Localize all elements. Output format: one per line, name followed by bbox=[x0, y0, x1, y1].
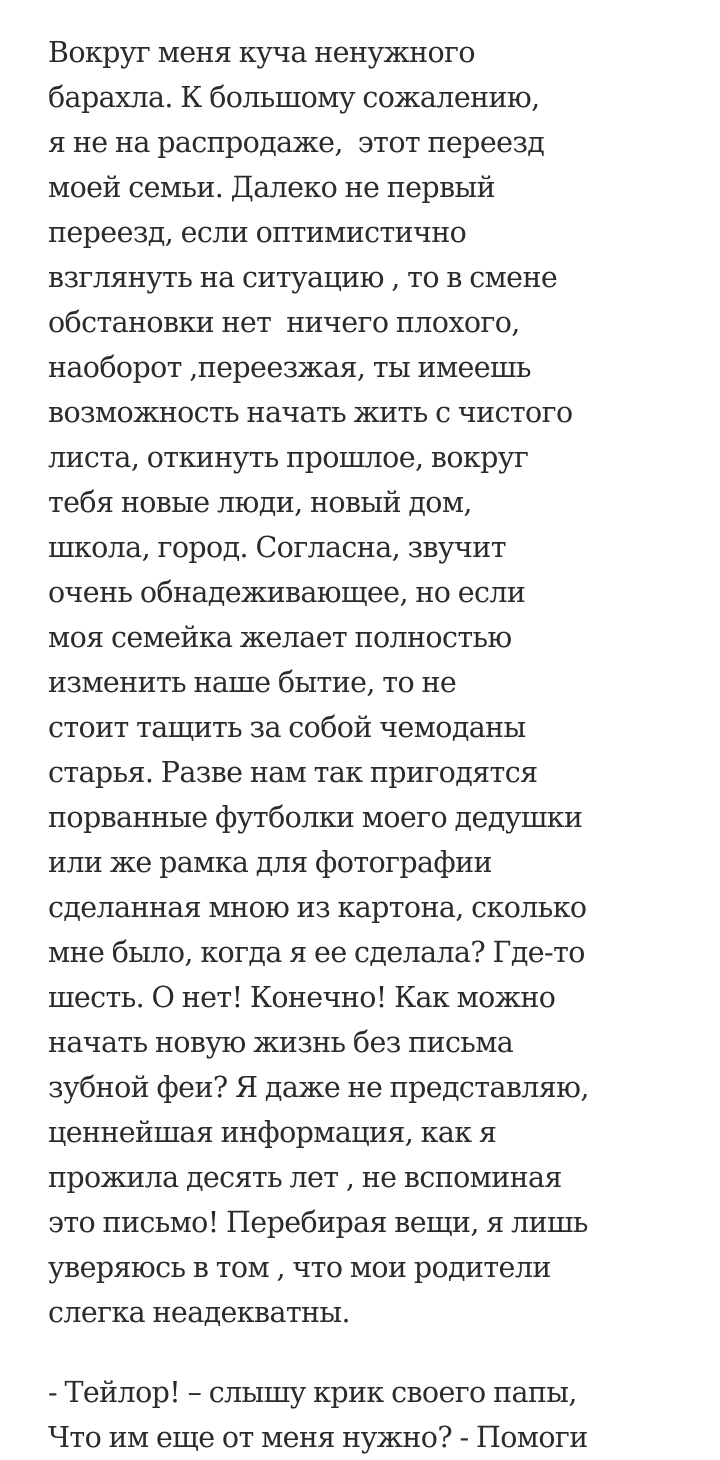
text-line: или же рамка для фотографии bbox=[48, 846, 492, 879]
text-line: школа, город. Согласна, звучит bbox=[48, 531, 506, 564]
text-line: листа, откинуть прошлое, вокруг bbox=[48, 441, 529, 474]
text-line: барахла. К большому сожалению, bbox=[48, 81, 540, 114]
text-line: прожила десять лет , не вспоминая bbox=[48, 1161, 562, 1194]
text-line: взглянуть на ситуацию , то в смене bbox=[48, 261, 558, 294]
text-line: тебя новые люди, новый дом, bbox=[48, 486, 472, 519]
paragraph bbox=[48, 30, 688, 1335]
reading-page bbox=[48, 30, 688, 1460]
text-line: моей семьи. Далеко не первый bbox=[48, 171, 495, 204]
text-line: стоит тащить за собой чемоданы bbox=[48, 711, 526, 744]
text-line: мне было, когда я ее сделала? Где-то bbox=[48, 936, 585, 969]
text-line: изменить наше бытие, то не bbox=[48, 666, 457, 699]
text-line: начать новую жизнь без письма bbox=[48, 1026, 514, 1059]
text-line: порванные футболки моего дедушки bbox=[48, 801, 583, 834]
text-line: шесть. О нет! Конечно! Как можно bbox=[48, 981, 556, 1014]
text-line: сделанная мною из картона, сколько bbox=[48, 891, 587, 924]
text-line: уверяюсь в том , что мои родители bbox=[48, 1251, 551, 1284]
text-line: слегка неадекватны. bbox=[48, 1296, 350, 1329]
text-line: возможность начать жить с чистого bbox=[48, 396, 573, 429]
text-line: я не на распродаже, этот переезд bbox=[48, 126, 545, 159]
text-line: Что им еще от меня нужно? - Помоги bbox=[48, 1421, 588, 1454]
text-line: старья. Разве нам так пригодятся bbox=[48, 756, 538, 789]
paragraph bbox=[48, 1370, 688, 1460]
text-line: - Тейлор! – слышу крик своего папы, bbox=[48, 1376, 577, 1409]
text-line: это письмо! Перебирая вещи, я лишь bbox=[48, 1206, 588, 1239]
text-line: наоборот ,переезжая, ты имеешь bbox=[48, 351, 531, 384]
text-line: очень обнадеживающее, но если bbox=[48, 576, 526, 609]
text-line: ценнейшая информация, как я bbox=[48, 1116, 497, 1149]
text-line: зубной феи? Я даже не представляю, bbox=[48, 1071, 589, 1104]
text-line: обстановки нет ничего плохого, bbox=[48, 306, 520, 339]
text-line: моя семейка желает полностью bbox=[48, 621, 512, 654]
text-line: Вокруг меня куча ненужного bbox=[48, 36, 475, 69]
text-line: переезд, если оптимистично bbox=[48, 216, 467, 249]
